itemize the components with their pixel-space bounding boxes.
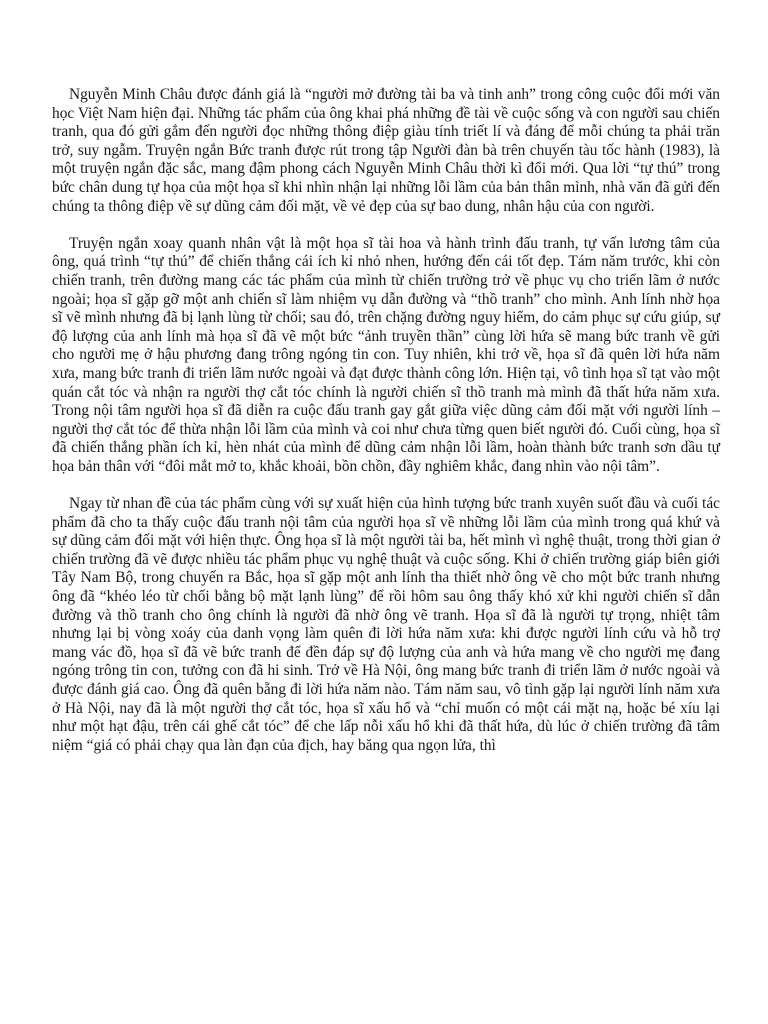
paragraph-1: Nguyễn Minh Châu được đánh giá là “người mở đường tài ba và tinh anh” trong công cuộc đổi mới văn học Việt Nam hiện đại. Những tác phẩm của ông khai phá những đề tài về cuộc sống và con người sau chiến tranh, qua đó gửi gắm đến người đọc những thông điệp giàu tính triết lí và đáng để mỗi chúng ta phải trăn trở, suy ngẫm. Truyện ngắn Bức tranh được rút trong tập Người đàn bà trên chuyến tàu tốc hành (1983), là một truyện ngắn đặc sắc, mang đậm phong cách Nguyễn Minh Châu thời kì đổi mới. Qua lời “tự thú” trong bức chân dung tự họa của một họa sĩ khi nhìn nhận lại những lỗi lầm của bản thân mình, nhà văn đã gửi đến chúng ta thông điệp về sự dũng cảm đối mặt, về vẻ đẹp của sự bao dung, nhân hậu của con người. [52,86,720,215]
paragraph-2: Truyện ngắn xoay quanh nhân vật là một họa sĩ tài hoa và hành trình đấu tranh, tự vấn lương tâm của ông, quá trình “tự thú” để chiến thắng cái ích kỉ nhỏ nhen, hướng đến cái tốt đẹp. Tám năm trước, khi còn chiến tranh, trên đường mang các tác phẩm của mình từ chiến trường trở về phục vụ cho triển lãm ở nước ngoài; họa sĩ gặp gỡ một anh chiến sĩ làm nhiệm vụ dẫn đường và “thồ tranh” cho mình. Anh lính nhờ họa sĩ vẽ mình nhưng đã bị lạnh lùng từ chối; sau đó, trên chặng đường nguy hiểm, do cảm phục sự cứu giúp, sự độ lượng của anh lính mà họa sĩ đã vẽ một bức “ảnh truyền thần” cùng lời hứa sẽ mang bức tranh về gửi cho người mẹ ở hậu phương đang trông ngóng tin con. Tuy nhiên, khi trở về, họa sĩ đã quên lời hứa năm xưa, mang bức tranh đi triển lãm nước ngoài và đạt được thành công lớn. Hiện tại, vô tình họa sĩ tạt vào một quán cắt tóc và nhận ra người thợ cắt tóc chính là người chiến sĩ thồ tranh mà mình đã thất hứa năm xưa. Trong nội tâm người họa sĩ đã diễn ra cuộc đấu tranh gay gắt giữa việc dũng cảm đối mặt với người lính – người thợ cắt tóc để thừa nhận lỗi lầm của mình và coi như chưa từng quen biết người đó. Cuối cùng, họa sĩ đã chiến thắng phần ích kỉ, hèn nhát của mình để dũng cảm nhận lỗi lầm, hoàn thành bức tranh sơn dầu tự họa bản thân với “đôi mắt mở to, khắc khoải, bồn chồn, đầy nghiêm khắc, đang nhìn vào nội tâm”. [52,234,720,475]
paragraph-3: Ngay từ nhan đề của tác phẩm cùng với sự xuất hiện của hình tượng bức tranh xuyên suốt đầu và cuối tác phẩm đã cho ta thấy cuộc đấu tranh nội tâm của người họa sĩ về những lỗi lầm của mình trong quá khứ và sự dũng cảm đối mặt với hiện thực. Ông họa sĩ là một người tài ba, hết mình vì nghệ thuật, trong thời gian ở chiến trường đã vẽ được nhiều tác phẩm phục vụ nghệ thuật và cuộc sống. Khi ở chiến trường giáp biên giới Tây Nam Bộ, trong chuyến ra Bắc, họa sĩ gặp một anh lính tha thiết nhờ ông vẽ cho một bức tranh nhưng ông đã “khéo léo từ chối bằng bộ mặt lạnh lùng” để rồi hôm sau ông thấy khó xử khi người chiến sĩ dẫn đường và thồ tranh cho ông chính là người đã nhờ ông vẽ tranh. Họa sĩ đã là người tự trọng, nhiệt tâm nhưng lại bị vòng xoáy của danh vọng làm quên đi lời hứa năm xưa: khi được người lính cứu và hỗ trợ mang vác đồ, họa sĩ đã vẽ bức tranh để đền đáp sự độ lượng của anh và hứa mang về cho người mẹ đang ngóng trông tin con, tưởng con đã hi sinh. Trở về Hà Nội, ông mang bức tranh đi triển lãm ở nước ngoài và được đánh giá cao. Ông đã quên bẵng đi lời hứa năm nào. Tám năm sau, vô tình gặp lại người lính năm xưa ở Hà Nội, nay đã là một người thợ cắt tóc, họa sĩ xấu hổ và “chỉ muốn có một cái mặt nạ, hoặc bé xíu lại như một hạt đậu, trên cái ghế cắt tóc” để che lấp nỗi xấu hổ khi đã thất hứa, dù lúc ở chiến trường đã tâm niệm “giá có phải chạy qua làn đạn của địch, hay băng qua ngọn lửa, thì [52,495,720,754]
